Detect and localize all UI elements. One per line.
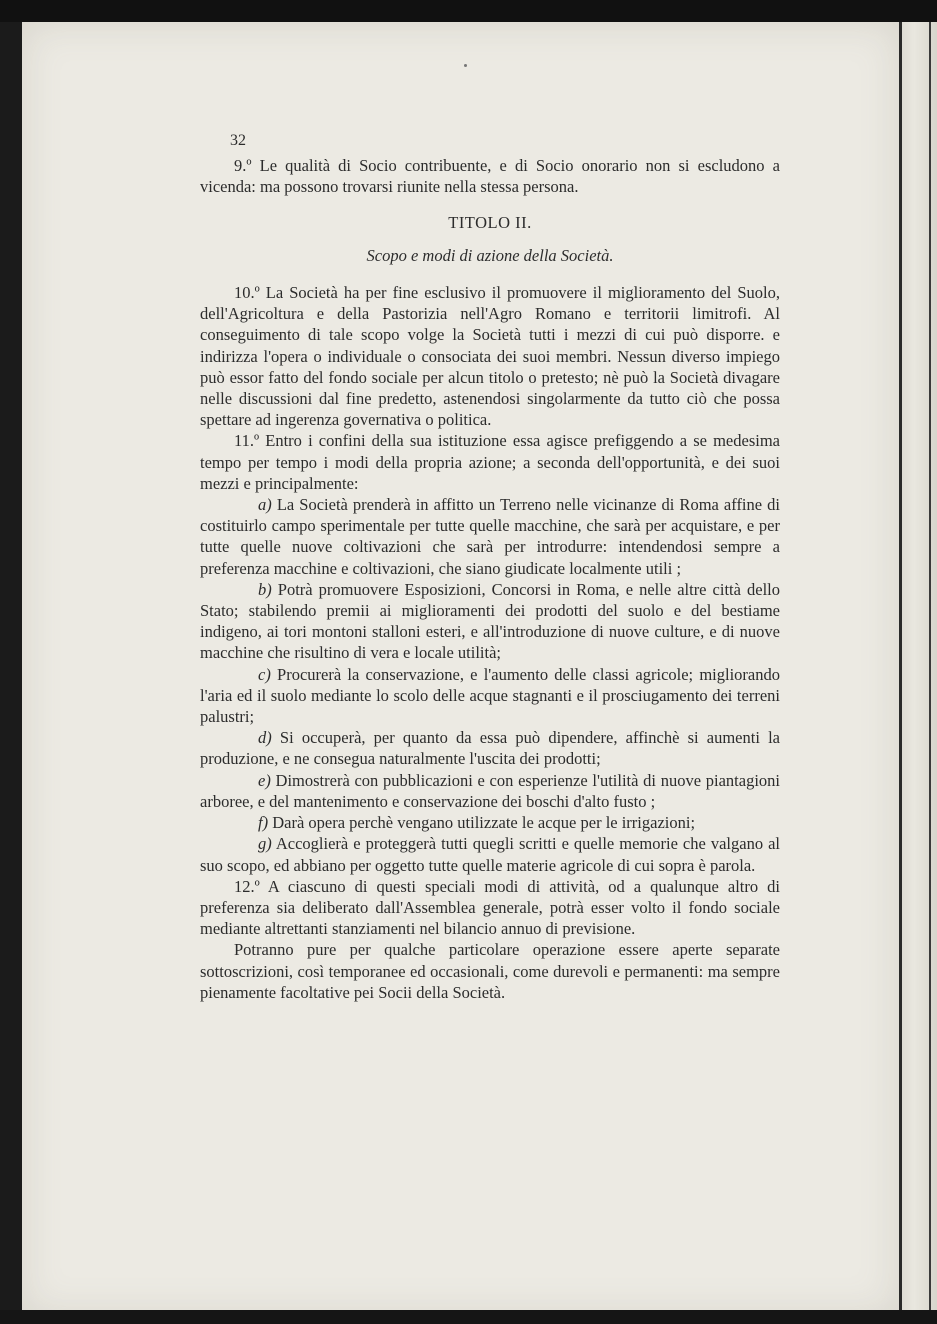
item-marker: c) <box>258 664 271 684</box>
scan-border-top <box>0 0 937 22</box>
list-item <box>200 727 780 769</box>
page-number: 32 <box>230 132 246 149</box>
item-marker: e) <box>258 770 271 790</box>
section-subtitle: Scopo e modi di azione della Società. <box>366 245 614 265</box>
item-text: La Società prenderà in affitto un Terreno nelle vicinanze di Roma affine di costituirlo campo sperimentale per tutte quelle macchine, che sarà per acquistare, e per tutte quelle nuove coltivazioni che sarà per introdurre: intendendosi sempre a preferenza macchine e coltivazioni, che siano giudicate localmente utili ; <box>200 495 780 578</box>
paragraph: 10.º La Società ha per fine esclusivo il promuovere il miglioramento del Suolo, dell'Agricoltura e della Pastorizia nell'Agro Romano e territorii limitrofi. Al conseguimento di tale scopo volge la Società tutti i mezzi di cui può disporre. e indirizza l'opera o individuale o consociata dei suoi membri. Nessun diverso impiego può essor fatto del fondo sociale per alcun titolo o pretesto; nè può la Società divagare nelle discussioni dal fine predetto, astenendosi singolarmente da tutto ciò che possa spettare ad ingerenza governativa o politica. <box>200 283 780 430</box>
item-marker: g) <box>258 834 272 854</box>
item-marker: d) <box>258 728 272 748</box>
list-item <box>200 812 780 833</box>
item-text: Dimostrerà con pubblicazioni e con esperienze l'utilità di nuove piantagioni arboree, e del mantenimento e conservazione dei boschi d'alto fusto ; <box>200 770 780 811</box>
paragraph: 12.º A ciascuno di questi speciali modi di attività, od a qualunque altro di preferenza sia deliberato dall'Assemblea generale, potrà esser volto il fondo sociale mediante altrettanti stanziamenti nel bilancio annuo di previsione. <box>200 876 780 939</box>
paragraph: Potranno pure per qualche particolare operazione essere aperte separate sottoscrizioni, così temporanee ed occasionali, come durevoli e permanenti: ma sempre pienamente facoltative pei Socii della Società. <box>200 940 780 1002</box>
paragraph: 9.º Le qualità di Socio contribuente, e di Socio onorario non si escludono a vicenda: ma possono trovarsi riunite nella stessa persona. <box>200 156 780 197</box>
section-title: TITOLO II. <box>448 212 532 232</box>
item-marker: a) <box>258 495 272 515</box>
item-text: Accoglierà e proteggerà tutti quegli scritti e quelle memorie che valgano al suo scopo, ed abbiano per oggetto tutte quelle materie agricole di cui sopra è parola. <box>200 834 780 875</box>
item-text: Darà opera perchè vengano utilizzate le acque per le irrigazioni; <box>268 813 696 833</box>
item-marker: f) <box>258 813 269 833</box>
item-text: Procurerà la conservazione, e l'aumento delle classi agricole; migliorando l'aria ed il suolo mediante lo scolo delle acque stagnanti e il prosciugamento dei terreni palustri; <box>200 664 780 727</box>
page-text <box>200 130 780 1003</box>
paragraph: 11.º Entro i confini della sua istituzione essa agisce prefiggendo a se medesima tempo per tempo i modi della propria azione; a seconda dell'opportunità, e dei suoi mezzi e principalmente: <box>200 431 780 493</box>
next-page-edge <box>899 22 937 1324</box>
list-item <box>200 494 780 579</box>
scan-border-bottom <box>0 1310 937 1324</box>
list-item <box>200 770 780 812</box>
list-item <box>200 833 780 875</box>
item-text: Potrà promuovere Esposizioni, Concorsi in Roma, e nelle altre città dello Stato; stabilendo premii ai miglioramenti dei prodotti del suolo e del bestiame indigeno, ai tori montoni stalloni esteri, e all'introduzione di nuove culture, e di nuove macchine che risultino di vera e locale utilità; <box>200 579 780 663</box>
item-marker: b) <box>258 579 272 599</box>
item-text: Si occuperà, per quanto da essa può dipendere, affinchè si aumenti la produzione, e ne consegua naturalmente l'uscita dei prodotti; <box>200 728 780 769</box>
list-item <box>200 579 780 664</box>
text-blocks <box>200 155 780 1003</box>
page-speck <box>464 64 467 67</box>
list-item <box>200 664 780 728</box>
